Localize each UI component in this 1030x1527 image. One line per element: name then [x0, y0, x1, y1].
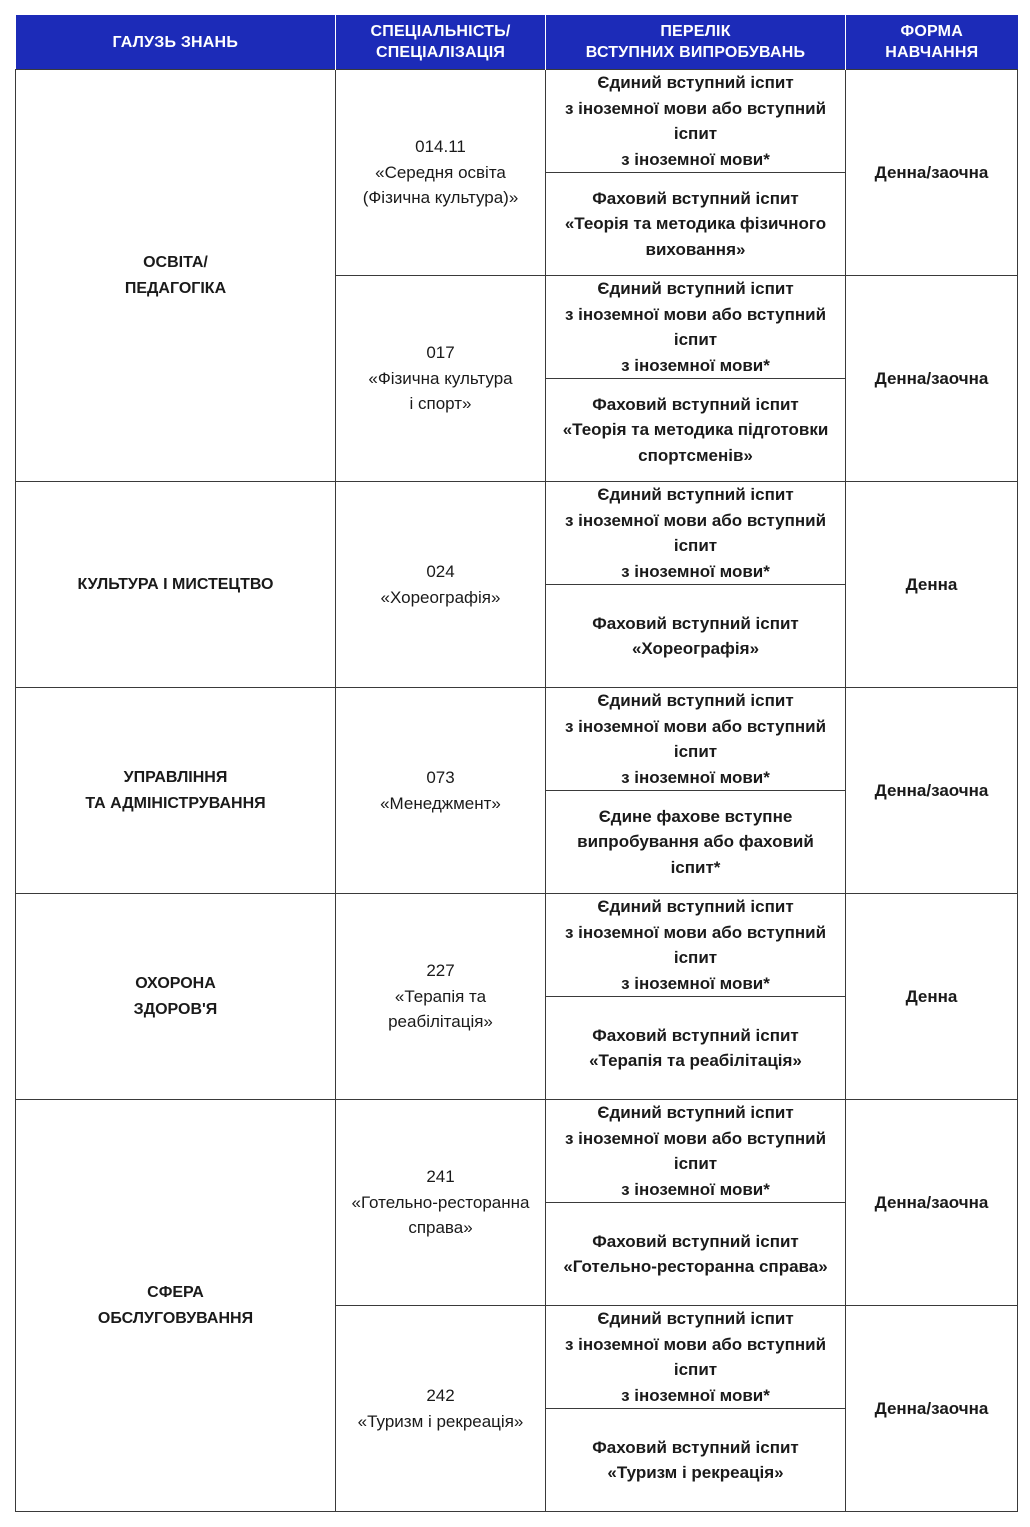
study-form: Денна/заочна: [846, 70, 1018, 276]
header-study-form: ФОРМА НАВЧАННЯ: [846, 15, 1018, 70]
field-service-sector: СФЕРА ОБСЛУГОВУВАННЯ: [16, 1100, 336, 1512]
exam-professional: Фаховий вступний іспит «Хореографія»: [546, 585, 846, 688]
study-form: Денна/заочна: [846, 1100, 1018, 1306]
table-row: [16, 1100, 1018, 1203]
admission-table: [15, 15, 1018, 1512]
table-row: [16, 482, 1018, 585]
exam-foreign-language: Єдиний вступний іспит з іноземної мови або вступний іспит з іноземної мови*: [546, 70, 846, 173]
study-form: Денна: [846, 482, 1018, 688]
field-education: ОСВІТА/ ПЕДАГОГІКА: [16, 70, 336, 482]
spec-242: 242 «Туризм і рекреація»: [336, 1306, 546, 1512]
study-form: Денна/заочна: [846, 276, 1018, 482]
study-form: Денна/заочна: [846, 688, 1018, 894]
study-form: Денна: [846, 894, 1018, 1100]
exam-foreign-language: Єдиний вступний іспит з іноземної мови або вступний іспит з іноземної мови*: [546, 1100, 846, 1203]
table-row: [16, 688, 1018, 791]
exam-foreign-language: Єдиний вступний іспит з іноземної мови або вступний іспит з іноземної мови*: [546, 276, 846, 379]
table-row: [16, 894, 1018, 997]
exam-professional: Фаховий вступний іспит «Туризм і рекреація»: [546, 1409, 846, 1512]
spec-024: 024 «Хореографія»: [336, 482, 546, 688]
header-specialty: СПЕЦІАЛЬНІСТЬ/ СПЕЦІАЛІЗАЦІЯ: [336, 15, 546, 70]
spec-227: 227 «Терапія та реабілітація»: [336, 894, 546, 1100]
spec-241: 241 «Готельно-ресторанна справа»: [336, 1100, 546, 1306]
header-entrance-exams: ПЕРЕЛІК ВСТУПНИХ ВИПРОБУВАНЬ: [546, 15, 846, 70]
field-culture-arts: КУЛЬТУРА І МИСТЕЦТВО: [16, 482, 336, 688]
spec-014-11: 014.11 «Середня освіта (Фізична культура)»: [336, 70, 546, 276]
spec-073: 073 «Менеджмент»: [336, 688, 546, 894]
header-field-of-knowledge: ГАЛУЗЬ ЗНАНЬ: [16, 15, 336, 70]
field-management: УПРАВЛІННЯ ТА АДМІНІСТРУВАННЯ: [16, 688, 336, 894]
exam-professional: Фаховий вступний іспит «Теорія та методика підготовки спортсменів»: [546, 379, 846, 482]
exam-professional: Фаховий вступний іспит «Готельно-ресторанна справа»: [546, 1203, 846, 1306]
exam-professional: Єдине фахове вступне випробування або фаховий іспит*: [546, 791, 846, 894]
table-row: [16, 70, 1018, 173]
spec-017: 017 «Фізична культура і спорт»: [336, 276, 546, 482]
exam-foreign-language: Єдиний вступний іспит з іноземної мови або вступний іспит з іноземної мови*: [546, 688, 846, 791]
study-form: Денна/заочна: [846, 1306, 1018, 1512]
exam-professional: Фаховий вступний іспит «Теорія та методика фізичного виховання»: [546, 173, 846, 276]
exam-foreign-language: Єдиний вступний іспит з іноземної мови або вступний іспит з іноземної мови*: [546, 894, 846, 997]
exam-foreign-language: Єдиний вступний іспит з іноземної мови або вступний іспит з іноземної мови*: [546, 1306, 846, 1409]
table-header-row: [16, 15, 1018, 70]
field-health-care: ОХОРОНА ЗДОРОВ'Я: [16, 894, 336, 1100]
exam-foreign-language: Єдиний вступний іспит з іноземної мови або вступний іспит з іноземної мови*: [546, 482, 846, 585]
exam-professional: Фаховий вступний іспит «Терапія та реабілітація»: [546, 997, 846, 1100]
